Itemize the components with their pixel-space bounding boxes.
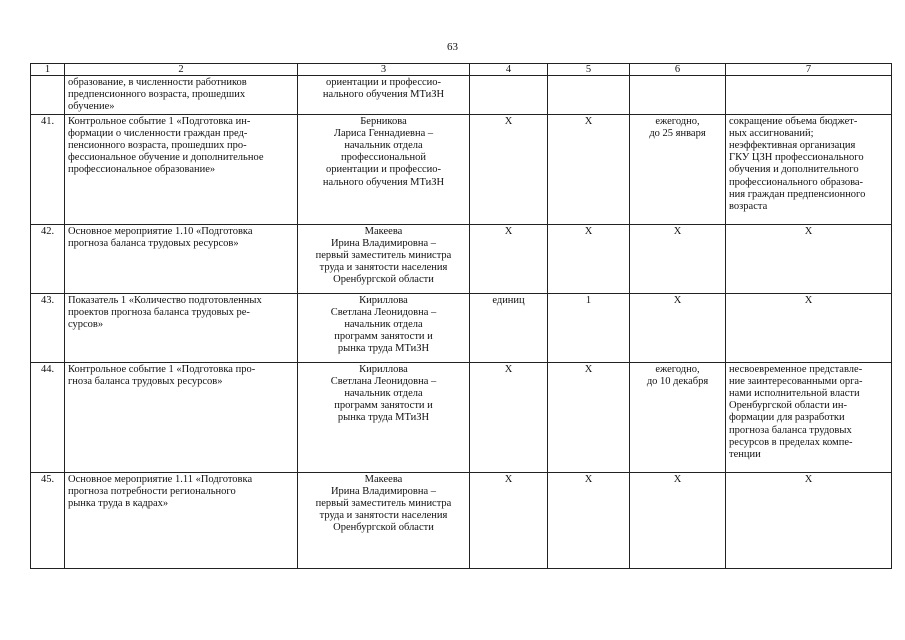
deadline-line: до 25 января	[649, 127, 706, 139]
measure-name-line: Основное мероприятие 1.11 «Подготовка	[68, 473, 253, 485]
page-number: 63	[447, 41, 458, 53]
measure-name	[65, 76, 298, 115]
responsible-line: нального обучения МТиЗН	[322, 176, 445, 188]
responsible-line: Ирина Владимировна –	[330, 485, 437, 497]
measure-name-line: прогноза потребности регионального	[68, 485, 236, 497]
risk-line: Оренбургской области ин-	[729, 400, 848, 412]
value-cell: X	[548, 362, 630, 472]
risk-line: прогноза баланса трудовых	[729, 424, 852, 436]
deadline-cell: X	[630, 293, 726, 362]
risk-line: возраста	[729, 201, 768, 213]
responsible-line: Светлана Леонидовна –	[330, 375, 437, 387]
measure-name-line: пенсионного возраста, прошедших про-	[68, 140, 247, 152]
measure-name-line: профессиональное образование»	[68, 164, 216, 176]
responsible-line: Кириллова	[359, 294, 408, 306]
measure-name	[65, 224, 298, 293]
deadline-cell	[630, 362, 726, 472]
responsible-line: начальник отдела	[344, 388, 423, 400]
unit-cell: X	[470, 362, 548, 472]
measure-name	[65, 362, 298, 472]
value-cell: X	[548, 224, 630, 293]
risk-line: нами исполнительной власти	[729, 388, 860, 400]
risk-line: формации для разработки	[729, 412, 845, 424]
column-header: 1	[31, 64, 65, 76]
risk-line: неэффективная организация	[729, 140, 856, 152]
deadline-cell	[630, 76, 726, 115]
responsible-line: начальник отдела	[344, 319, 423, 331]
measure-name-line: Основное мероприятие 1.10 «Подготовка	[68, 225, 253, 237]
measure-name-line: обучение»	[68, 101, 115, 113]
row-number	[31, 76, 65, 115]
row-number: 42.	[31, 224, 65, 293]
responsible-line: программ занятости и	[334, 331, 433, 343]
responsible-line: программ занятости и	[334, 400, 433, 412]
risk-line: ных ассигнований;	[729, 127, 814, 139]
responsible-person	[298, 472, 470, 568]
risk-cell: X	[726, 224, 892, 293]
risk-cell: X	[726, 472, 892, 568]
deadline-line: до 10 декабря	[646, 375, 709, 387]
risk-line: обучения и дополнительного	[729, 164, 859, 176]
column-header: 6	[630, 64, 726, 76]
responsible-person	[298, 362, 470, 472]
responsible-line: первый заместитель министра	[315, 250, 452, 262]
measure-name-line: проектов прогноза баланса трудовых ре-	[68, 306, 250, 318]
responsible-line: рынка труда МТиЗН	[337, 412, 430, 424]
risk-cell: X	[726, 293, 892, 362]
table-row	[31, 472, 892, 568]
measure-name-line: гноза баланса трудовых ресурсов»	[68, 375, 223, 387]
deadline-cell	[630, 114, 726, 224]
risk-line: ресурсов в пределах компе-	[729, 436, 853, 448]
measure-name-line: предпенсионного возраста, прошедших	[68, 89, 246, 101]
responsible-line: ориентации и профессио-	[325, 164, 442, 176]
deadline-line: ежегодно,	[655, 115, 700, 127]
measure-name-line: образование, в численности работников	[68, 77, 247, 88]
unit-cell	[470, 76, 548, 115]
risk-line: ние заинтересованными орга-	[729, 375, 863, 387]
measures-table	[30, 63, 892, 569]
table-row	[31, 293, 892, 362]
unit-cell: X	[470, 114, 548, 224]
row-number: 45.	[31, 472, 65, 568]
responsible-line: первый заместитель министра	[315, 498, 452, 510]
risk-line: ния граждан предпенсионного	[729, 188, 866, 200]
unit-cell: X	[470, 224, 548, 293]
measure-name	[65, 293, 298, 362]
responsible-line: начальник отдела	[344, 140, 423, 152]
responsible-line: Макеева	[364, 473, 403, 485]
value-cell	[548, 76, 630, 115]
responsible-line: Оренбургской области	[333, 274, 434, 286]
responsible-line: Ирина Владимировна –	[330, 237, 437, 249]
measure-name	[65, 114, 298, 224]
responsible-person	[298, 76, 470, 115]
deadline-line: ежегодно,	[655, 363, 700, 375]
responsible-line: ориентации и профессио-	[325, 77, 442, 88]
measure-name-line: прогноза баланса трудовых ресурсов»	[68, 237, 239, 249]
risk-line: ГКУ ЦЗН профессионального	[729, 152, 864, 164]
table-row	[31, 114, 892, 224]
value-cell: X	[548, 472, 630, 568]
measure-name-line: Контрольное событие 1 «Подготовка ин-	[68, 115, 251, 127]
responsible-person	[298, 114, 470, 224]
responsible-line: Оренбургской области	[333, 522, 434, 534]
risk-line: несвоевременное представле-	[729, 363, 863, 375]
risk-line: профессионального образова-	[729, 176, 864, 188]
measure-name-line: Показатель 1 «Количество подготовленных	[68, 294, 262, 306]
measure-name-line: фессиональное обучение и дополнительное	[68, 152, 264, 164]
responsible-person	[298, 224, 470, 293]
value-cell: 1	[548, 293, 630, 362]
responsible-line: Кириллова	[359, 363, 408, 375]
measure-name-line: Контрольное событие 1 «Подготовка про-	[68, 363, 256, 375]
table-row	[31, 76, 892, 115]
column-header: 7	[726, 64, 892, 76]
measure-name-line: рынка труда в кадрах»	[68, 498, 169, 510]
row-number: 44.	[31, 362, 65, 472]
table-row	[31, 224, 892, 293]
measure-name-line: формации о численности граждан пред-	[68, 127, 248, 139]
responsible-line: нального обучения МТиЗН	[322, 89, 445, 101]
unit-cell: единиц	[470, 293, 548, 362]
responsible-line: Лариса Геннадиевна –	[333, 127, 434, 139]
risk-cell	[726, 76, 892, 115]
unit-cell: X	[470, 472, 548, 568]
risk-line: тенции	[729, 449, 761, 461]
responsible-line: труда и занятости населения	[319, 262, 448, 274]
responsible-line: профессиональной	[341, 152, 426, 164]
value-cell: X	[548, 114, 630, 224]
table-row	[31, 362, 892, 472]
deadline-cell: X	[630, 472, 726, 568]
responsible-line: Макеева	[364, 225, 403, 237]
risk-line: сокращение объема бюджет-	[729, 115, 858, 127]
responsible-line: Берникова	[360, 115, 407, 127]
column-header: 2	[65, 64, 298, 76]
row-number: 43.	[31, 293, 65, 362]
deadline-cell: X	[630, 224, 726, 293]
measure-name-line: сурсов»	[68, 319, 104, 331]
responsible-person	[298, 293, 470, 362]
risk-cell	[726, 114, 892, 224]
responsible-line: Светлана Леонидовна –	[330, 306, 437, 318]
column-header: 4	[470, 64, 548, 76]
column-header: 3	[298, 64, 470, 76]
risk-cell	[726, 362, 892, 472]
row-number: 41.	[31, 114, 65, 224]
responsible-line: труда и занятости населения	[319, 510, 448, 522]
responsible-line: рынка труда МТиЗН	[337, 343, 430, 355]
column-header: 5	[548, 64, 630, 76]
measure-name	[65, 472, 298, 568]
header-row	[31, 64, 892, 76]
